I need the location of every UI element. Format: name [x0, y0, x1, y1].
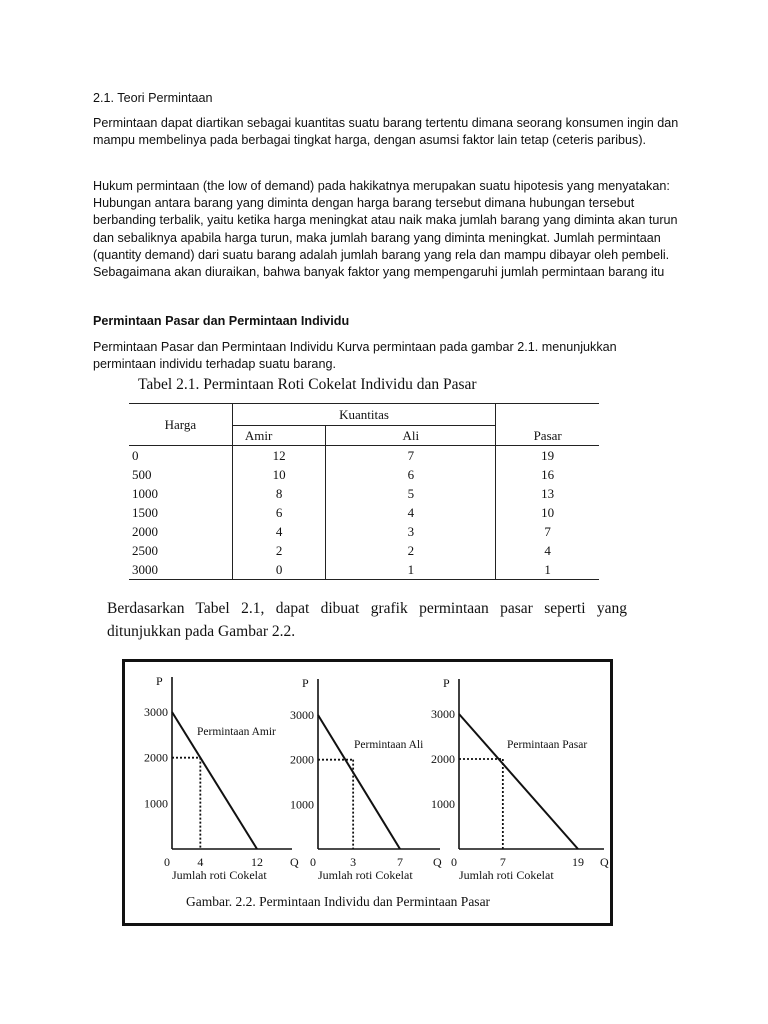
table-caption: Tabel 2.1. Permintaan Roti Cokelat Individu dan Pasar [138, 376, 477, 393]
cell-amir: 6 [232, 503, 326, 522]
header-pasar: Pasar [496, 426, 599, 446]
header-harga: Harga [129, 404, 232, 446]
table-row [129, 465, 599, 484]
table-row [129, 484, 599, 503]
cell-ali: 4 [326, 503, 496, 522]
y-tick-label: 1000 [431, 797, 455, 811]
table-row [129, 446, 599, 466]
section-title: 2.1. Teori Permintaan [93, 91, 213, 105]
cell-ali: 1 [326, 560, 496, 580]
cell-harga: 2500 [132, 543, 158, 558]
paragraph-figure-intro-line2: ditunjukkan pada Gambar 2.2. [107, 623, 296, 640]
paragraph-figure-intro [107, 597, 627, 643]
cell-pasar: 10 [496, 503, 599, 522]
cell-pasar: 1 [496, 560, 599, 580]
x-tick-label: 0 [164, 855, 170, 869]
cell-amir: 4 [232, 522, 326, 541]
cell-amir: 10 [232, 465, 326, 484]
cell-amir: 2 [232, 541, 326, 560]
paragraph-definition: Permintaan dapat diartikan sebagai kuantitas suatu barang tertentu dimana seorang konsumen ingin dan mampu membelinya pada berbagai tingkat harga, dengan asumsi faktor lain tetap (ceteris paribus). [93, 116, 679, 148]
x-tick-label: 7 [499, 855, 506, 869]
subheading: Permintaan Pasar dan Permintaan Individu [93, 314, 350, 328]
curve-label: Permintaan Ali [354, 739, 424, 751]
table-row [129, 522, 599, 541]
cell-pasar: 19 [496, 446, 599, 466]
cell-pasar: 16 [496, 465, 599, 484]
cell-amir: 12 [232, 446, 326, 466]
cell-harga: 3000 [132, 562, 158, 577]
cell-harga: 500 [132, 467, 152, 482]
x-axis-title: Jumlah roti Cokelat [172, 868, 267, 882]
paragraph-demand-curve: Permintaan Pasar dan Permintaan Individu Kurva permintaan pada gambar 2.1. menunjukkan permintaan individu terhadap suatu barang. [93, 340, 617, 372]
x-axis-title: Jumlah roti Cokelat [318, 868, 413, 882]
cell-pasar: 13 [496, 484, 599, 503]
cell-ali: 7 [326, 446, 496, 466]
cell-harga: 0 [132, 448, 139, 463]
axis-label-p: P [156, 674, 163, 688]
demand-charts [122, 659, 613, 926]
x-tick-label: 0 [310, 855, 316, 869]
demand-table [129, 403, 599, 580]
cell-amir: 0 [232, 560, 326, 580]
header-kuantitas: Kuantitas [232, 404, 495, 426]
axis-label-q: Q [600, 855, 609, 869]
header-empty [496, 404, 599, 426]
cell-ali: 3 [326, 522, 496, 541]
y-tick-label: 1000 [290, 797, 314, 812]
axis-label-p: P [443, 676, 450, 690]
x-axis-title: Jumlah roti Cokelat [459, 868, 554, 882]
cell-harga: 2000 [132, 524, 158, 539]
cell-harga: 1500 [132, 505, 158, 520]
y-tick-label: 3000 [290, 708, 314, 722]
y-tick-label: 2000 [290, 752, 314, 767]
axis-label-p: P [302, 676, 309, 690]
y-tick-label: 3000 [431, 707, 455, 721]
cell-amir: 8 [232, 484, 326, 503]
x-tick-label: 12 [251, 855, 263, 869]
header-amir: Amir [232, 426, 326, 446]
paragraph-law-of-demand: Hukum permintaan (the low of demand) pada hakikatnya merupakan suatu hipotesis yang menyatakan: Hubungan antara barang yang diminta dengan harga barang tersebut dimana hubungan tersebut berbanding terbalik, yaitu ketika harga meningkat atau naik maka jumlah barang yang diminta akan turun dan sebaliknya apabila harga turun, maka jumlah barang yang diminta meningkat. Jumlah permintaan (quantity demand) dari suatu barang adalah jumlah barang yang rela dan mampu dibayar oleh pembeli. Sebagaimana akan diuraikan, bahwa banyak faktor yang mempengaruhi jumlah permintaan barang itu [93, 179, 678, 280]
y-tick-label: 1000 [144, 796, 168, 811]
paragraph-figure-intro-line1: Berdasarkan Tabel 2.1, dapat dibuat grafik permintaan pasar seperti yang [107, 600, 627, 617]
cell-ali: 5 [326, 484, 496, 503]
x-tick-label: 19 [572, 855, 584, 869]
axis-label-q: Q [290, 855, 299, 869]
y-tick-label: 2000 [431, 752, 455, 766]
cell-ali: 6 [326, 465, 496, 484]
figure-caption: Gambar. 2.2. Permintaan Individu dan Permintaan Pasar [186, 894, 491, 909]
demand-line [318, 715, 400, 849]
cell-harga: 1000 [132, 486, 158, 501]
x-tick-label: 3 [350, 855, 357, 869]
table-row [129, 503, 599, 522]
table-row [129, 560, 599, 580]
cell-pasar: 4 [496, 541, 599, 560]
curve-label: Permintaan Amir [197, 726, 276, 738]
curve-label: Permintaan Pasar [507, 739, 588, 751]
demand-line [459, 714, 578, 849]
y-tick-label: 3000 [144, 705, 168, 719]
x-tick-label: 7 [397, 855, 403, 869]
x-tick-label: 4 [197, 855, 204, 869]
y-tick-label: 2000 [144, 750, 168, 765]
cell-pasar: 7 [496, 522, 599, 541]
cell-ali: 2 [326, 541, 496, 560]
axis-label-q: Q [433, 855, 442, 869]
x-tick-label: 0 [451, 855, 457, 869]
table-row [129, 541, 599, 560]
header-ali: Ali [326, 426, 496, 446]
